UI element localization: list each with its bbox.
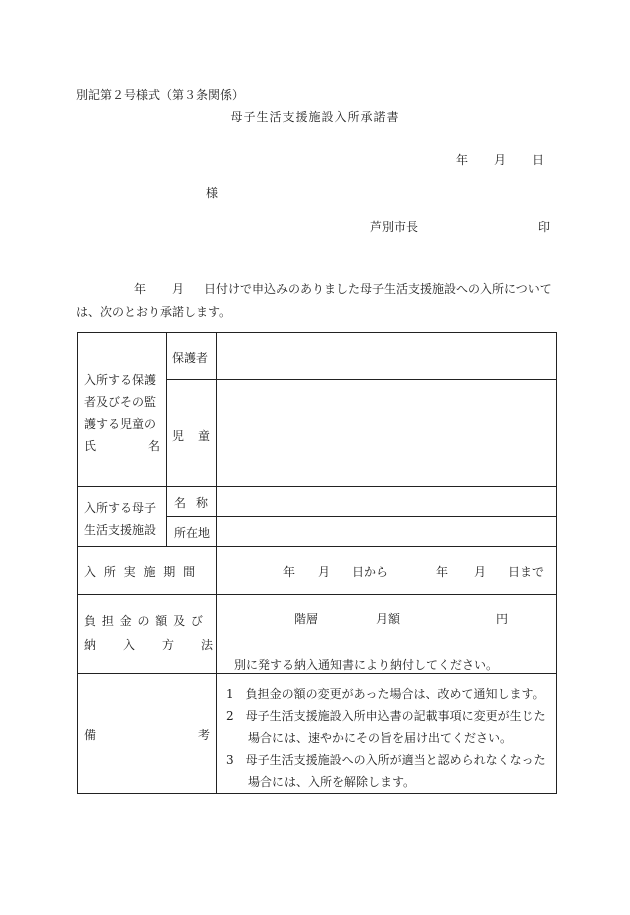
row-divider [78, 594, 557, 595]
body-text-line2: は、次のとおり承諾します。 [76, 305, 232, 319]
facility-name-label-b: 称 [196, 496, 209, 510]
date-month: 月 [494, 153, 507, 167]
fee-monthly-label: 月額 [376, 612, 401, 626]
fee-yen-label: 円 [496, 612, 509, 626]
row-divider [166, 379, 557, 380]
column-divider [166, 333, 167, 546]
fee-payment-note: 別に発する納入通知書により納付してください。 [234, 658, 499, 672]
issuer-name: 芦別市長 [370, 220, 419, 234]
facility-section-label-2: 生活支援施設 [84, 523, 157, 537]
row-divider [166, 516, 557, 517]
guardian-section-label-3: 護する児童の [84, 417, 157, 431]
fee-tier-label: 階層 [294, 612, 319, 626]
guardian-section-label-4b: 名 [148, 439, 161, 453]
date-day: 日 [532, 153, 545, 167]
fee-label-line2: 納 入 方 法 [84, 638, 215, 652]
child-label-b: 童 [198, 429, 211, 443]
period-year-to: 年 [436, 565, 449, 579]
body-month: 月 [172, 282, 185, 296]
period-day-from: 日から [352, 565, 389, 579]
form-number: 別記第２号様式（第３条関係） [76, 88, 245, 102]
document-title: 母子生活支援施設入所承諾書 [230, 110, 400, 124]
remarks-item-2-line2: 場合には、速やかにその旨を届け出てください。 [248, 731, 513, 745]
addressee-suffix: 様 [206, 186, 219, 200]
body-text-line1 [134, 280, 552, 297]
guardian-section-label-4a: 氏 [84, 439, 97, 453]
period-month-to: 月 [474, 565, 487, 579]
period-year-from: 年 [283, 565, 296, 579]
row-divider [78, 546, 557, 547]
issue-date [456, 151, 544, 168]
child-value[interactable] [218, 381, 555, 485]
facility-name-label-a: 名 [174, 496, 187, 510]
body-line1-text: 日付けで申込みのありました母子生活支援施設への入所について [204, 282, 552, 296]
remarks-item-1: 1 負担金の額の変更があった場合は、改めて通知します。 [226, 687, 545, 701]
facility-section-label-1: 入所する母子 [84, 501, 157, 515]
remarks-label-right: 考 [198, 728, 211, 742]
facility-name-value[interactable] [218, 488, 555, 515]
seal-mark: 印 [538, 220, 551, 234]
remarks-item-3-line2: 場合には、入所を解除します。 [248, 775, 416, 789]
body-year: 年 [134, 282, 147, 296]
remarks-label-left: 備 [84, 728, 97, 742]
column-divider [216, 333, 217, 794]
facility-address-value[interactable] [218, 518, 555, 545]
guardian-label: 保護者 [172, 351, 209, 365]
date-year: 年 [456, 153, 469, 167]
remarks-item-3-line1: 3 母子生活支援施設への入所が適当と認められなくなった [226, 753, 546, 767]
approval-table [77, 332, 557, 794]
period-label: 入 所 実 施 期 間 [84, 565, 198, 579]
period-month-from: 月 [318, 565, 331, 579]
row-divider [78, 673, 557, 674]
guardian-section-label-1: 入所する保護 [84, 373, 157, 387]
child-label-a: 児 [172, 429, 185, 443]
remarks-item-2-line1: 2 母子生活支援施設入所申込書の記載事項に変更が生じた [226, 709, 546, 723]
guardian-section-label-2: 者及びその監 [84, 395, 157, 409]
guardian-value[interactable] [218, 334, 555, 378]
facility-address-label: 所在地 [174, 526, 211, 540]
fee-label-line1: 負 担 金 の 額 及 び [84, 614, 204, 628]
period-day-to: 日まで [508, 565, 545, 579]
row-divider [78, 486, 557, 487]
